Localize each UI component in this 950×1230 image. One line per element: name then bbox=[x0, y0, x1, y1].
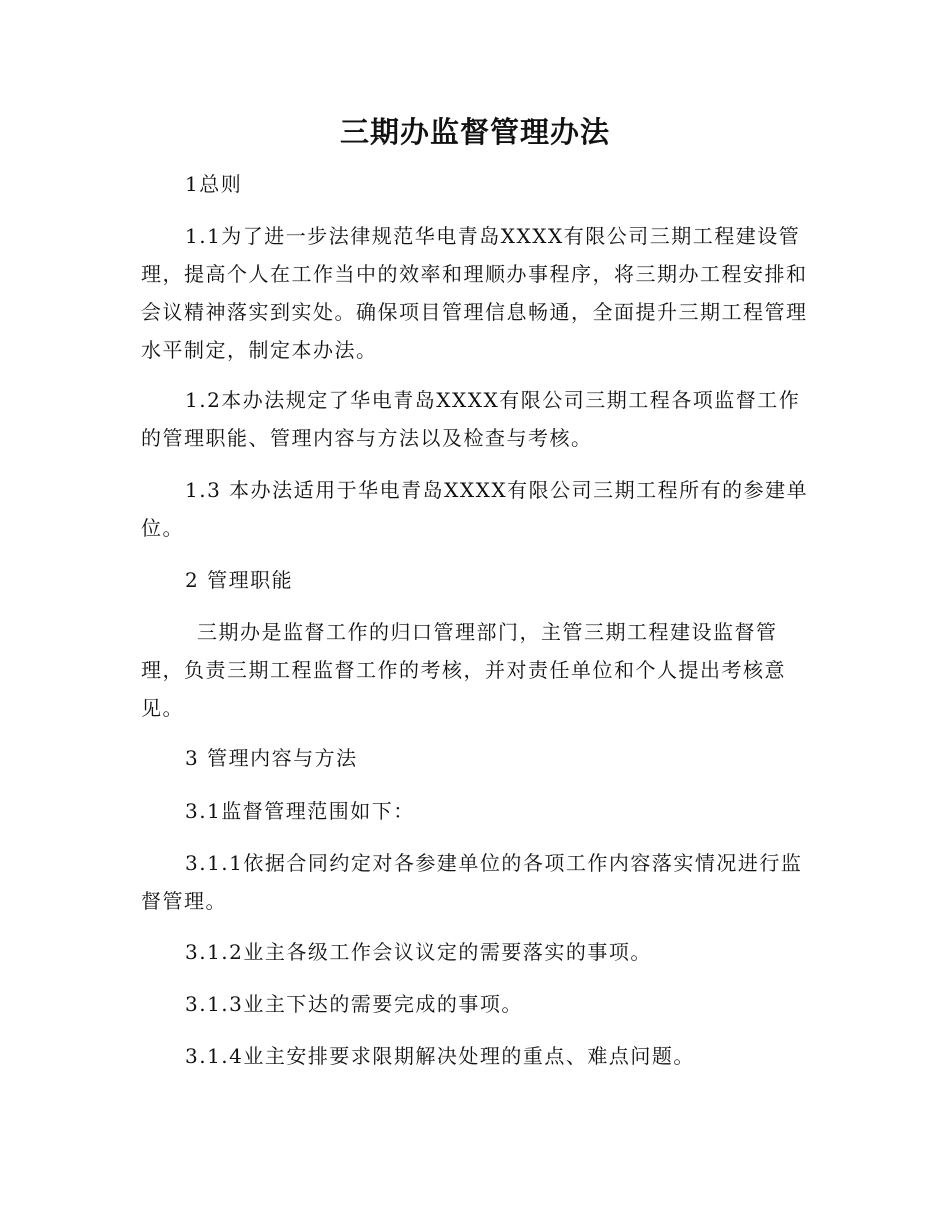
section-heading-general: 1总则 bbox=[185, 172, 243, 196]
paragraph-3-1: 3.1监督管理范围如下： bbox=[185, 799, 415, 823]
section-heading-management-functions: 2 管理职能 bbox=[185, 568, 294, 592]
paragraph-3-1-1: 3.1.1依据合同约定对各参建单位的各项工作内容落实情况进行监督管理。 bbox=[141, 851, 803, 913]
document-title: 三期办监督管理办法 bbox=[339, 115, 610, 149]
section-heading-content-methods: 3 管理内容与方法 bbox=[185, 746, 358, 770]
paragraph-3-1-3: 3.1.3业主下达的需要完成的事项。 bbox=[185, 992, 523, 1016]
paragraph-3-1-2: 3.1.2业主各级工作会议议定的需要落实的事项。 bbox=[185, 940, 652, 964]
paragraph-1-1: 1.1为了进一步法律规范华电青岛XXXX有限公司三期工程建设管理，提高个人在工作当中的效率和理顺办事程序，将三期办工程安排和会议精神落实到实处。确保项目管理信息畅通，全面提升三期工程管理水平制定，制定本办法。 bbox=[141, 224, 808, 362]
paragraph-3-1-4: 3.1.4业主安排要求限期解决处理的重点、难点问题。 bbox=[185, 1044, 695, 1068]
paragraph-1-2: 1.2本办法规定了华电青岛XXXX有限公司三期工程各项监督工作的管理职能、管理内容与方法以及检查与考核。 bbox=[141, 388, 801, 450]
paragraph-functions: 三期办是监督工作的归口管理部门，主管三期工程建设监督管理，负责三期工程监督工作的考核，并对责任单位和个人提出考核意见。 bbox=[141, 620, 786, 720]
paragraph-1-3: 1.3 本办法适用于华电青岛XXXX有限公司三期工程所有的参建单位。 bbox=[141, 478, 809, 540]
